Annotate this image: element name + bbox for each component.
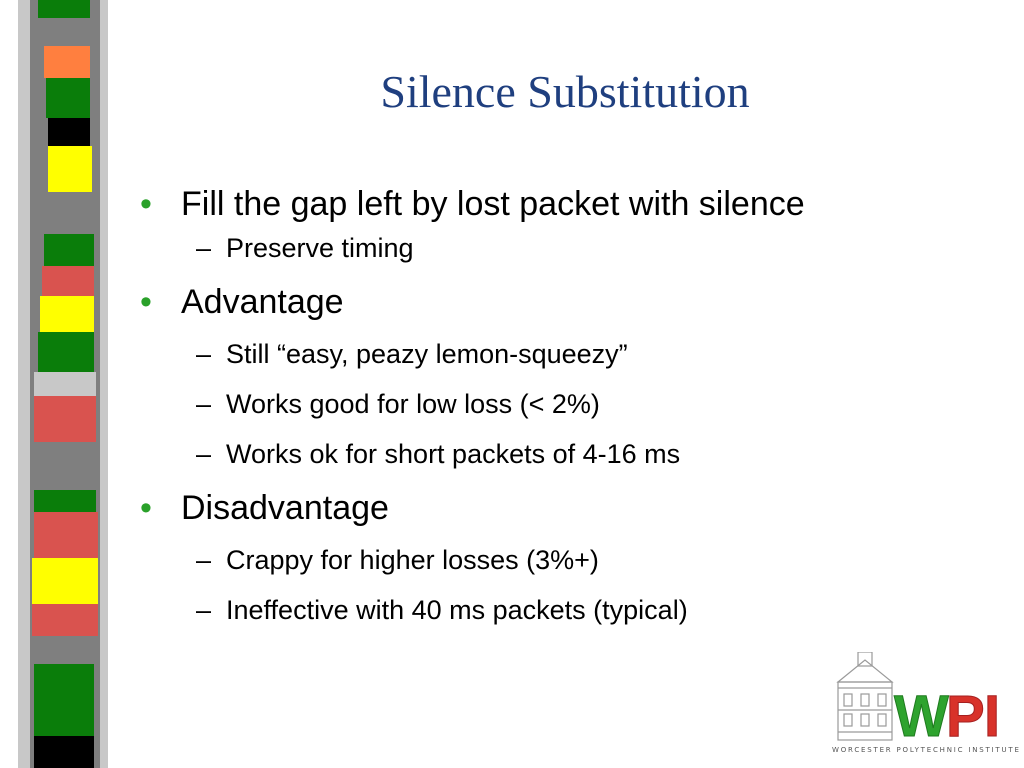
sub-bullet-text: Still “easy, peazy lemon-squeezy” [226, 339, 628, 369]
strip-block [34, 490, 96, 512]
strip-block [46, 78, 90, 118]
strip-block [44, 46, 90, 78]
logo-caption: WORCESTER POLYTECHNIC INSTITUTE [832, 746, 1021, 754]
strip-block [48, 118, 90, 146]
svg-text:W: W [894, 684, 949, 746]
sub-bullet-item [140, 436, 1000, 472]
bullet-item [140, 486, 1000, 530]
strip-block [34, 372, 96, 396]
strip-block [48, 146, 92, 192]
dash-icon: – [196, 595, 212, 625]
bullet-text: Disadvantage [181, 489, 389, 527]
sub-bullet-item [140, 542, 1000, 578]
sub-bullet-item [140, 230, 1000, 266]
strip-block [40, 296, 94, 332]
strip-block [34, 664, 94, 736]
sub-bullet-text: Works ok for short packets of 4-16 ms [226, 439, 681, 469]
sub-bullet-text: Preserve timing [226, 233, 414, 263]
sub-bullet-item [140, 336, 1000, 372]
sub-bullet-text: Ineffective with 40 ms packets (typical) [226, 595, 688, 625]
strip-block [32, 558, 98, 604]
dash-icon: – [196, 339, 212, 369]
wpi-logo-graphic [832, 652, 1012, 746]
bullet-text: Advantage [181, 283, 344, 321]
svg-text:I: I [984, 684, 1001, 746]
decorative-strip [0, 0, 108, 768]
sub-bullet-text: Works good for low loss (< 2%) [226, 389, 600, 419]
sub-bullet-item [140, 592, 1000, 628]
bullet-icon: • [140, 283, 152, 321]
strip-block [34, 736, 94, 768]
bullet-item [140, 182, 1000, 226]
bullet-icon: • [140, 185, 152, 223]
strip-block [38, 332, 94, 372]
bullet-item [140, 280, 1000, 324]
strip-block [44, 234, 94, 266]
wpi-logo [832, 652, 1021, 762]
strip-block [32, 604, 98, 636]
bullet-icon: • [140, 489, 152, 527]
dash-icon: – [196, 389, 212, 419]
strip-block [34, 396, 96, 442]
strip-block [34, 512, 98, 558]
strip-block [42, 266, 94, 296]
building-icon [838, 652, 892, 740]
sub-bullet-text: Crappy for higher losses (3%+) [226, 545, 599, 575]
dash-icon: – [196, 439, 212, 469]
bullet-text: Fill the gap left by lost packet with silence [181, 185, 805, 223]
strip-block [38, 0, 90, 18]
sub-bullet-item [140, 386, 1000, 422]
slide-title: Silence Substitution [380, 66, 750, 117]
dash-icon: – [196, 233, 212, 263]
slide-body [140, 182, 1000, 628]
dash-icon: – [196, 545, 212, 575]
svg-text:P: P [946, 684, 985, 746]
